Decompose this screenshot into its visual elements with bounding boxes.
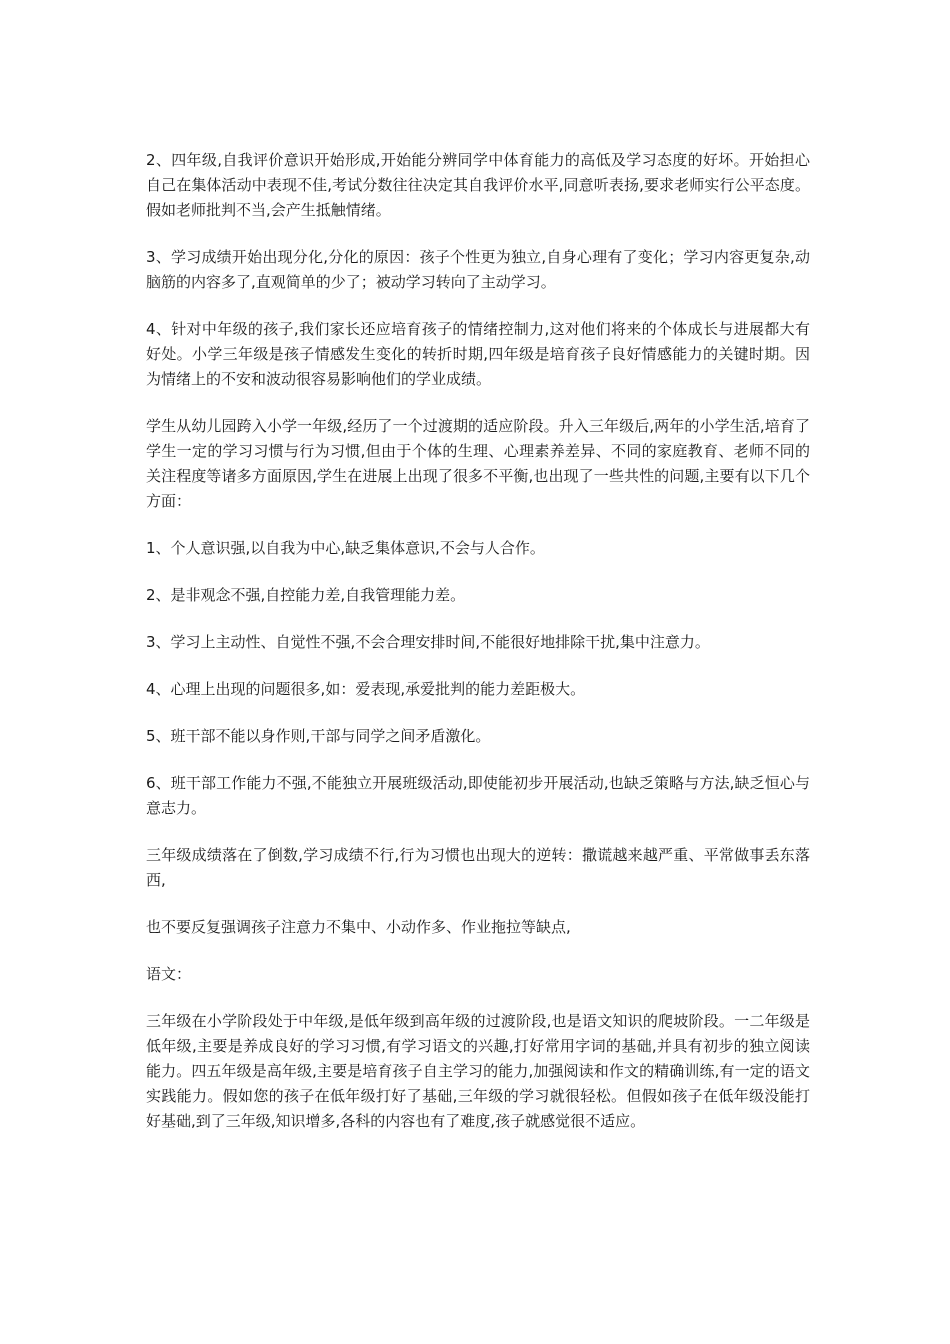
- list-item-1: 1、个人意识强,以自我为中心,缺乏集体意识,不会与人合作。: [146, 539, 545, 557]
- section-heading-chinese: 语文：: [146, 965, 192, 983]
- paragraph-chinese-subject: 三年级在小学阶段处于中年级,是低年级到高年级的过渡阶段,也是语文知识的爬坡阶段。一二年级是低年级,主要是养成良好的学习习惯,有学习语文的兴趣,打好常用字词的基础,并具有初步的独立阅读能力。四五年级是高年级,主要是培育孩子自主学习的能力,加强阅读和作文的精确训练,有一定的语文实践能力。假如您的孩子在低年级打好了基础,三年级的学习就很轻松。但假如孩子在低年级没能打好基础,到了三年级,知识增多,各科的内容也有了难度,孩子就感觉很不适应。: [146, 1012, 810, 1130]
- list-item-5: 5、班干部不能以身作则,干部与同学之间矛盾激化。: [146, 727, 491, 745]
- paragraph-grade3-decline: 三年级成绩落在了倒数,学习成绩不行,行为习惯也出现大的逆转：撒谎越来越严重、平常做事丢东落西,: [146, 846, 810, 889]
- list-item-4: 4、心理上出现的问题很多,如：爱表现,承爱批判的能力差距极大。: [146, 680, 586, 698]
- paragraph-grades-differentiation: 3、学习成绩开始出现分化,分化的原因：孩子个性更为独立,自身心理有了变化；学习内容更复杂,动脑筋的内容多了,直观简单的少了；被动学习转向了主动学习。: [146, 248, 810, 291]
- list-item-6: 6、班干部工作能力不强,不能独立开展班级活动,即使能初步开展活动,也缺乏策略与方法,缺乏恒心与意志力。: [146, 774, 810, 817]
- paragraph-advice: 也不要反复强调孩子注意力不集中、小动作多、作业拖拉等缺点,: [146, 918, 571, 936]
- paragraph-transition-overview: 学生从幼儿园跨入小学一年级,经历了一个过渡期的适应阶段。升入三年级后,两年的小学生活,培育了学生一定的学习习惯与行为习惯,但由于个体的生理、心理素养差异、不同的家庭教育、老师不同的关注程度等诸多方面原因,学生在进展上出现了很多不平衡,也出现了一些共性的问题,主要有以下几个方面：: [146, 417, 810, 510]
- list-item-3: 3、学习上主动性、自觉性不强,不会合理安排时间,不能很好地排除干扰,集中注意力。: [146, 633, 710, 651]
- list-item-2: 2、是非观念不强,自控能力差,自我管理能力差。: [146, 586, 466, 604]
- document-body: [146, 148, 810, 1156]
- paragraph-grade4-self-evaluation: 2、四年级,自我评价意识开始形成,开始能分辨同学中体育能力的高低及学习态度的好坏。开始担心自己在集体活动中表现不佳,考试分数往往决定其自我评价水平,同意听表扬,要求老师实行公平态度。假如老师批判不当,会产生抵触情绪。: [146, 151, 810, 219]
- paragraph-emotion-control: 4、针对中年级的孩子,我们家长还应培育孩子的情绪控制力,这对他们将来的个体成长与进展都大有好处。小学三年级是孩子情感发生变化的转折时期,四年级是培育孩子良好情感能力的关键时期。因为情绪上的不安和波动很容易影响他们的学业成绩。: [146, 320, 810, 388]
